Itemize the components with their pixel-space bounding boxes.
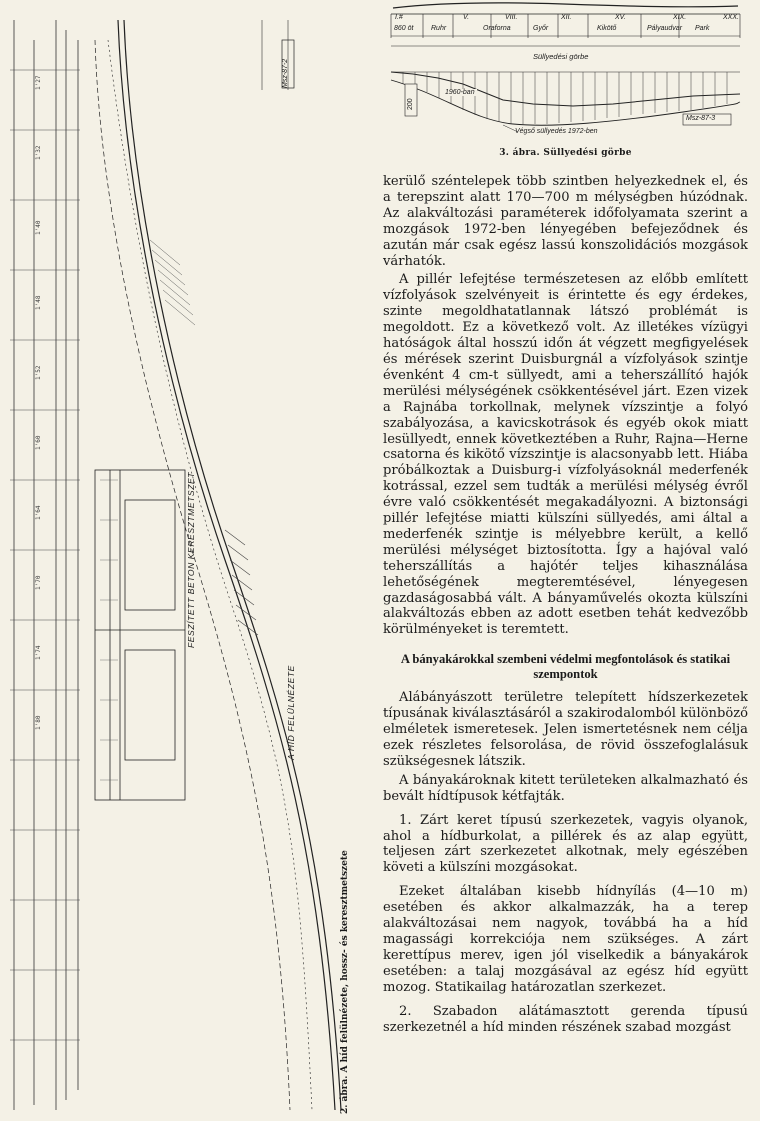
station-label: I.# [395, 14, 403, 21]
location-row [383, 25, 748, 35]
article-body [383, 174, 748, 1035]
paragraph: A bányakároknak kitett területeken alkalmazható és bevált hídtípusok kétfajták. [383, 772, 748, 804]
station-label: XXX. [723, 14, 739, 21]
svg-text:1'48: 1'48 [35, 295, 42, 310]
bridge-plan-svg [0, 0, 370, 1117]
station-label: V. [463, 14, 470, 21]
figure-3-ref-code: Msz-87-3 [686, 115, 716, 122]
paragraph: Alábányászott területre telepített hídszerkezetek típusának kiválasztásáról a szakirodalomból különböző elméletek ismeretesek. Jelen ismertetésnek nem célja ezek részletes felsorolása, de rövid összefoglalásuk szükségesnek látszik. [383, 690, 749, 769]
figure-3-subsidence [383, 0, 748, 160]
paragraph: 1. Zárt keret típusú szerkezetek, vagyis olyanok, ahol a hídburkolat, a pillérek és az alap együtt, teljesen zárt szerkezetet alkotnak, mely egészében követi a külszíni mozgásokat. [383, 812, 748, 876]
svg-text:1'40: 1'40 [35, 220, 42, 235]
location-label: Park [695, 25, 710, 32]
svg-text:1'32: 1'32 [35, 145, 42, 160]
station-label: XIX. [673, 14, 687, 21]
figure-2-ref-code: Msz-87-2 [282, 58, 289, 88]
location-label: Kikötő [597, 25, 617, 32]
location-label: Oraforna [483, 25, 511, 32]
figure-3-caption: 3. ábra. Süllyedési görbe [499, 148, 632, 158]
location-label: 860 öt [394, 25, 414, 32]
figure-2-drawing [0, 0, 370, 1117]
scale-label: 200 [407, 98, 414, 110]
station-label: XII. [561, 14, 572, 21]
plan-view-label: A HÍD FELÜLNÉZETE [286, 665, 296, 760]
svg-text:1'64: 1'64 [35, 505, 42, 520]
cross-section-label: FESZÍTETT BETON KERESZTMETSZET [186, 471, 196, 648]
level-1960-label: 1960-ban [445, 89, 475, 96]
location-label: Pályaudvar [647, 25, 683, 32]
svg-text:1'80: 1'80 [35, 715, 42, 730]
svg-text:1'52: 1'52 [35, 365, 42, 380]
paragraph: A pillér lefejtése természetesen az előbb említett vízfolyások szelvényeit is érintette és egy érdekes, szinte megoldhatatlannak látszó problémát is megoldott. Ez a következő volt. Az illetékes vízügyi hatóságok által hosszú időn át végzett megfigyelések és mérések szerint Duisburgnál a vízfolyások szintje évenként 4 cm-t süllyedt, ami a teherszállító hajók merülési mélységének csökkentésével járt. Ezen vizek a Rajnába torkollnak, melynek vízszintje a folyó szabályozása, a kavicskotrások és egyéb okok miatt lesüllyedt, ennek következtében a Ruhr, Rajna—Herne csatorna és kikötő vízszintje is alacsonyabb lett. Hiába próbálkoztak a Duisburg-i vízfolyásoknál mederfenék kotrással, ezzel sem tudták a merülési mélység évről évre való csökkentését megakadályozni. A biztonsági pillér lefejtése miatti külszíni süllyedés, ami által a mederfenék szintje is mélyebbre került, a kellő merülési mélységet biztosította. Így a hajóval való teherszállítás a hajótér teljes kihasználása lehetőségének megteremtésével, lényegesen gazdaságosabbá vált. A bányaművelés okozta külszíni alakváltozás ebben az adott esetben tehát kedvezőbb körülményeket is teremtett. [383, 272, 748, 638]
station-row [383, 14, 748, 24]
location-label: Ruhr [431, 25, 447, 32]
figure-2-caption: 2. ábra. A híd felülnézete, hossz- és keresztmetszete [340, 850, 350, 1114]
station-label: XV. [615, 14, 626, 21]
svg-text:1'60: 1'60 [35, 435, 42, 450]
location-label: Győr [533, 25, 549, 32]
paragraph: Ezeket általában kisebb hídnyílás (4—10 m) esetében és akkor alkalmazzák, ha a terep alakváltozásai nem nagyok, továbbá ha a híd magassági korrekciója nem szükséges. A zárt kerettípus merev, igen jól viselkedik a bányakárok esetében: a talaj mozgásával az egész híd együtt mozog. Statikailag határozatlan szerkezet. [383, 884, 748, 995]
paragraph: kerülő széntelepek több szintben helyezkednek el, és a terepszint alatt 170—700 m mélységben húzódnak. Az alakváltozási paraméterek időfolyamata szerint a mozgások 1972-ben lényegében befejeződnek és azután már csak egész lassú konszolidációs mozgások várhatók. [383, 174, 748, 269]
svg-text:1'74: 1'74 [35, 645, 42, 660]
final-level-label: Végső süllyedés 1972-ben [515, 128, 598, 135]
station-label: VIII. [505, 14, 518, 21]
curve-label: Süllyedési görbe [533, 52, 589, 61]
section-heading: A bányakárokkal szembeni védelmi megfontolások és statikai szempontok [400, 652, 731, 682]
svg-text:1'27: 1'27 [35, 75, 42, 90]
paragraph: 2. Szabadon alátámasztott gerenda típusú szerkezetnél a híd minden részének szabad mozgást [383, 1003, 748, 1035]
svg-text:1'70: 1'70 [35, 575, 42, 590]
